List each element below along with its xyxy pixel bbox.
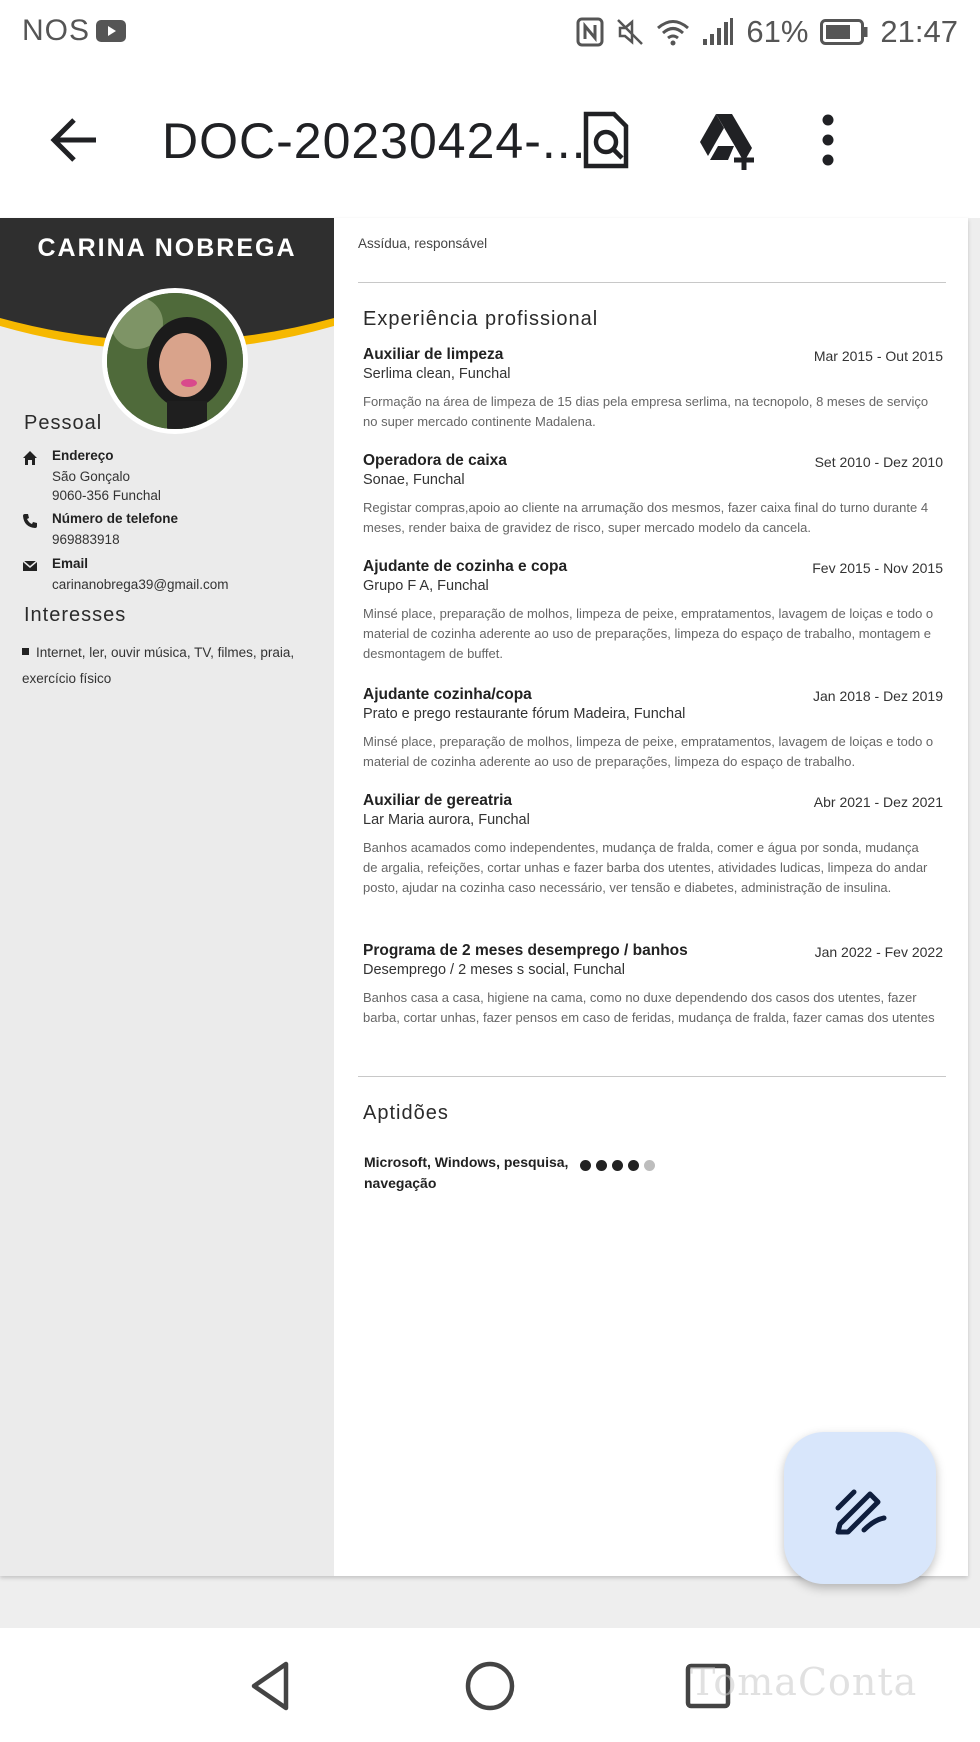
job-org: Grupo F A, Funchal xyxy=(363,578,489,594)
job-org: Sonae, Funchal xyxy=(363,472,465,488)
skills-section-title: Aptidões xyxy=(363,1102,449,1124)
skill-dot xyxy=(580,1160,591,1171)
interest-item xyxy=(22,640,322,692)
wifi-icon xyxy=(656,17,690,47)
job-title: Ajudante cozinha/copa xyxy=(363,686,532,703)
address-label: Endereço xyxy=(52,448,114,463)
phone-label: Número de telefone xyxy=(52,511,179,526)
search-document-icon[interactable] xyxy=(576,108,640,172)
experience-section-title: Experiência profissional xyxy=(363,308,599,330)
resume-name: CARINA NOBREGA xyxy=(37,234,297,262)
app-bar xyxy=(0,66,980,218)
phone-value: 969883918 xyxy=(52,532,120,547)
more-vert-icon[interactable] xyxy=(796,108,860,172)
skill-level-dots xyxy=(580,1160,655,1171)
job-org: Serlima clean, Funchal xyxy=(363,366,511,382)
skill-name: Microsoft, Windows, pesquisa, navegação xyxy=(364,1154,569,1191)
job-date: Abr 2021 - Dez 2021 xyxy=(813,794,943,810)
interests-section-title: Interesses xyxy=(24,604,127,626)
carrier-name: NOS xyxy=(22,14,91,47)
battery-icon xyxy=(820,19,868,45)
job-org: Lar Maria aurora, Funchal xyxy=(363,812,530,828)
mute-icon xyxy=(616,17,644,47)
job-title: Programa de 2 meses desemprego / banhos xyxy=(363,942,688,959)
job-description: Minsé place, preparação de molhos, limpeza de peixe, empratamentos, lavagem de loiças e todo o material de cozinha aderente ao uso de preparações, limpeza do espaço de trabalho, montagem e desmontagem de buffet. xyxy=(363,606,934,661)
job-title: Ajudante de cozinha e copa xyxy=(363,558,568,575)
back-triangle-icon[interactable] xyxy=(244,1658,300,1714)
skill-dot xyxy=(644,1160,655,1171)
job-description: Registar compras,apoio ao cliente na arrumação dos mesmos, fazer caixa final do turno durante 4 meses, render baixa de gravidez de risco, super mercado modelo da cancela. xyxy=(363,500,929,535)
battery-percent: 61% xyxy=(746,14,809,49)
clock: 21:47 xyxy=(880,14,958,49)
personal-section-title: Pessoal xyxy=(24,412,103,434)
bullet-icon xyxy=(22,648,29,655)
document-page[interactable] xyxy=(0,218,968,1576)
status-left xyxy=(22,14,126,48)
resume-sidebar xyxy=(0,218,334,1576)
skill-dot xyxy=(596,1160,607,1171)
back-arrow-icon[interactable] xyxy=(46,110,106,170)
skill-dot xyxy=(612,1160,623,1171)
summary-text: Assídua, responsável xyxy=(358,236,488,251)
job-date: Mar 2015 - Out 2015 xyxy=(813,348,943,364)
skill-dot xyxy=(628,1160,639,1171)
signal-icon xyxy=(702,17,734,47)
status-bar xyxy=(0,0,980,66)
youtube-icon xyxy=(96,20,126,42)
avatar xyxy=(102,288,248,434)
job-date: Fev 2015 - Nov 2015 xyxy=(812,560,943,576)
job-org: Prato e prego restaurante fórum Madeira, Funchal xyxy=(363,706,686,722)
job-date: Jan 2022 - Fev 2022 xyxy=(814,944,943,960)
status-right xyxy=(576,14,958,50)
nfc-icon xyxy=(576,17,604,47)
home-circle-icon[interactable] xyxy=(462,1658,518,1714)
divider xyxy=(358,1076,946,1077)
interest-text: Internet, ler, ouvir música, TV, filmes, praia, exercício físico xyxy=(22,645,295,686)
email-label: Email xyxy=(52,556,89,571)
document-title: DOC-20230424-... xyxy=(162,113,587,169)
job-title: Auxiliar de gereatria xyxy=(363,792,513,809)
home-icon xyxy=(22,450,38,466)
drive-add-icon[interactable] xyxy=(694,108,758,172)
job-description: Minsé place, preparação de molhos, limpeza de peixe, empratamentos, lavagem de loiças e todo o material de cozinha aderente ao uso de preparações, limpeza do espaço de trabalho. xyxy=(363,734,934,769)
job-description: Formação na área de limpeza de 15 dias pela empresa serlima, na tecnopolo, 8 meses de serviço no super mercado continente Madalena. xyxy=(363,394,929,429)
job-date: Jan 2018 - Dez 2019 xyxy=(813,688,943,704)
address-line2: 9060-356 Funchal xyxy=(52,488,161,503)
email-icon xyxy=(22,558,38,574)
email-value: carinanobrega39@gmail.com xyxy=(52,577,229,592)
edit-annotate-icon xyxy=(830,1478,890,1538)
job-title: Operadora de caixa xyxy=(363,452,507,469)
job-org: Desemprego / 2 meses s social, Funchal xyxy=(363,962,625,978)
watermark-text: TomaConta xyxy=(690,1660,918,1704)
job-date: Set 2010 - Dez 2010 xyxy=(814,454,943,470)
job-description: Banhos casa a casa, higiene na cama, como no duxe dependendo dos casos dos utentes, fazer barba, cortar unhas, fazer pensos em caso de feridas, mudança de fralda, fazer camas dos utentes xyxy=(363,990,935,1025)
job-title: Auxiliar de limpeza xyxy=(363,346,504,363)
phone-icon xyxy=(22,513,38,529)
address-line1: São Gonçalo xyxy=(52,469,131,484)
annotate-fab-button[interactable] xyxy=(784,1432,936,1584)
divider xyxy=(358,282,946,283)
job-description: Banhos acamados como independentes, mudança de fralda, comer e água por sonda, mudança de argalia, refeições, cortar unhas e fazer barba dos utentes, atividades ludicas, limpeza do andar posto, ajudar na cozinha caso necessário, ver tensão e diabetes, administração de insulina. xyxy=(363,840,928,895)
